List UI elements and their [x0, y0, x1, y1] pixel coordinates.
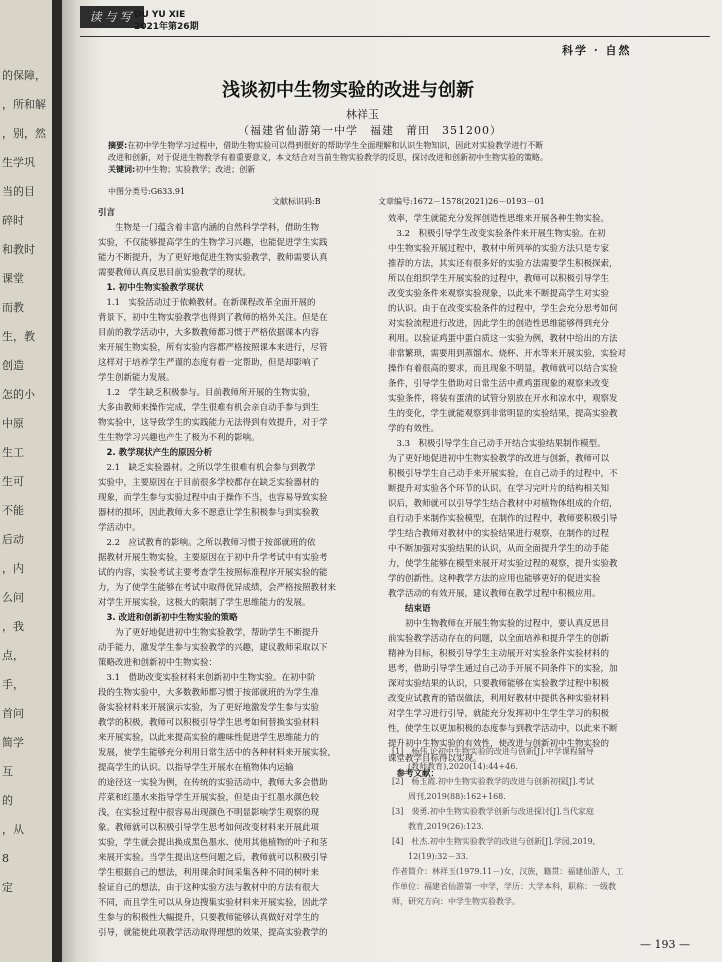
left-column-line: 段的生物实验中，大多数教师都习惯于按部就班的为学生准	[98, 688, 320, 698]
left-column-line: 实验中，主要原因在于目前很多学校都存在缺乏实验器材的	[98, 478, 320, 488]
previous-page-fragment: 不能	[2, 504, 24, 517]
right-column-line: 学的创新性。这种教学方法的应用也能够更好的促进实验	[388, 574, 601, 584]
left-column-line: 3.1 借助改变实验材料来创新初中生物实验。在初中阶	[98, 673, 316, 683]
left-column-line: 备实验材料来开展演示实验，为了更好地激发学生参与实验	[98, 703, 320, 713]
right-column-line: 中不断加强对实验结果的认识，从而全面提升学生的动手能	[388, 544, 610, 554]
left-column-line: 验证自己的想法，由于这种实验方法与教材中的方法有很大	[98, 883, 320, 893]
previous-page-fragment: 课堂	[2, 272, 24, 285]
right-column	[388, 212, 718, 782]
left-column-line: 学生创新能力发展。	[98, 373, 175, 383]
previous-page-fragment: 的保障，	[2, 69, 46, 82]
left-column-line: 不同，而且学生可以从身边搜集实验材料来开展实验，因此学	[98, 898, 328, 908]
abstract-label: 摘要:	[108, 141, 128, 150]
right-column-line: 性，使学生以更加积极的态度参与到教学活动中，以此来不断	[388, 724, 618, 734]
left-column-heading: 1. 初中生物实验教学现状	[98, 283, 204, 293]
left-column-line: 这样对于培养学生严谨的态度有着一定帮助，但是却影响了	[98, 358, 320, 368]
right-column-line: 所以在组织学生开展实验的过程中，教师可以积极引导学生	[388, 274, 610, 284]
magazine-logo: 读与写	[80, 6, 144, 28]
left-column	[98, 206, 408, 941]
left-column-line: 学生根据自己的想法，利用课余时间采集各种不同的树叶来	[98, 868, 320, 878]
left-column-line: 策略改进和创新初中生物实验：	[98, 658, 218, 668]
reference-line: [4] 杜杰.初中生物实验教学的改进与创新[J].学园,2019,	[392, 837, 596, 846]
left-column-line: 力，为了使学生能够在考试中取得优异成绩，会严格按照教材来	[98, 583, 337, 593]
left-column-line: 试的内容，实验考试主要考查学生按照标准程序开展实验的能	[98, 568, 328, 578]
right-column-line: 学的有效性。	[388, 424, 440, 434]
left-column-line: 1.2 学生缺乏积极参与。目前教师所开展的生物实验，	[98, 388, 316, 398]
left-column-line: 生生物学习兴趣也产生了极为不利的影响。	[98, 433, 260, 443]
previous-page-fragment: 怎的小	[2, 388, 35, 401]
right-column-line: 初中生物教师在开展生物实验的过程中，要认真反思目	[388, 619, 610, 629]
author-affiliation: （福建省仙游第一中学 福建 莆田 351200）	[238, 124, 502, 137]
right-column-heading: 参考文献：	[388, 769, 440, 779]
right-column-line: 非常繁琐，需要用到蒸馏水、烧杯、开水等来开展实验，实验对	[388, 349, 627, 359]
reference-line: [3] 裴勇.初中生物实验教学创新与改进探讨[J].当代家庭	[392, 807, 594, 816]
classification-number: 中图分类号:G633.91	[108, 187, 186, 196]
previous-page-fragment: 后动	[2, 533, 24, 546]
left-column-heading: 引言	[98, 208, 116, 218]
right-column-line: 改变实验条件来观察实验现象，以此来不断提高学生对实验	[388, 289, 610, 299]
right-column-line: 对学生学习进行引导，就能充分发挥初中生学生学习的积极	[388, 709, 610, 719]
abstract-line-2: 改进和创新，对于促进生物教学有着重要意义，本文结合对当前生物实验教学的反思，探讨改进和创新初中生物实验的策略。	[108, 153, 548, 162]
right-column-line: 3.3 积极引导学生自己动手开结合实验结果制作模型。	[388, 439, 606, 449]
previous-page-fragment: 中原	[2, 417, 24, 430]
previous-page-fragment: 而教	[2, 301, 24, 314]
left-column-line: 实验，学生就会提出换成黑色墨水、使用其他植物的叶子和茎	[98, 838, 328, 848]
right-column-line: 改变应试教育的错误做法，利用好教材中提供各种实验材料	[388, 694, 610, 704]
reference-line: [1] 杨伟.论初中生物实验的改进与创新[J].中学课程辅导	[392, 747, 594, 756]
left-column-line: 背景下，初中生物实验教学也得到了教师的格外关注。但是在	[98, 313, 328, 323]
previous-page-fragment: 首问	[2, 707, 24, 720]
reference-line: (教师教育),2020(14):44+46.	[392, 762, 518, 771]
keywords-line: 关键词:初中生物；实验教学；改进；创新	[108, 165, 256, 174]
left-column-line: 生参与的积极性大幅提升，只要教师能够认真做好对学生的	[98, 913, 320, 923]
left-column-line: 芹菜和红墨水来指导学生开展实验，但是由于红墨水颜色较	[98, 793, 320, 803]
right-column-line: 为了更好地促进初中生物实验教学的改进与创新，教师可以	[388, 454, 610, 464]
references-list	[392, 744, 688, 909]
right-column-line: 精神为目标，积极引导学生主动展开对实验条件实验材料的	[388, 649, 610, 659]
previous-page-fragment: ，内	[2, 562, 24, 575]
left-column-line: 据教材开展生物实验，主要原因在于初中升学考试中有实验考	[98, 553, 328, 563]
reference-line: 作单位：福建省仙游第一中学，学历：大学本科，职称：一级教	[392, 882, 616, 891]
previous-page-fragment: 手，	[2, 678, 24, 691]
right-column-line: 效率，学生就能充分发挥创造性思维来开展各种生物实验。	[388, 214, 610, 224]
previous-page-fragment: 和教时	[2, 243, 35, 256]
left-column-line: 生物是一门蕴含着丰富内涵的自然科学学科，借助生物	[98, 223, 320, 233]
header-rule	[80, 36, 710, 37]
right-column-line: 条件，引导学生借助对日常生活中煮鸡蛋现象的观察来改变	[388, 379, 610, 389]
previous-page-fragment: 定	[2, 881, 13, 894]
right-column-line: 思考，借助引导学生通过自己动手开展不同条件下的实验，加	[388, 664, 618, 674]
right-column-line: 中生物实验开展过程中，教材中所列举的实验方法只是专家	[388, 244, 610, 254]
previous-page-fragment: ，我	[2, 620, 24, 633]
right-column-line: 提升初中生物实验的有效性，使改进与创新初中生物实验的	[388, 739, 610, 749]
issue-label: 2021年第26期	[134, 22, 199, 32]
previous-page-fragment: 互	[2, 765, 13, 778]
right-column-heading: 结束语	[388, 604, 431, 614]
right-column-line: 识后，教师就可以引导学生结合教材中对植物体组成的介绍，	[388, 499, 618, 509]
left-column-line: 器材的损坏，因此教师大多不愿意让学生积极参与到实验教	[98, 508, 320, 518]
right-column-line: 推荐的方法，其实还有很多好的实验方法需要学生积极探索，	[388, 259, 618, 269]
reference-line: 作者简介：林祥玉(1979.11－)女，汉族，籍贯：福建仙游人，工	[392, 867, 624, 876]
right-column-line: 课堂教学目标得以实现。	[388, 754, 482, 764]
previous-page-fragment: 8	[2, 852, 9, 865]
previous-page-fragment: 生工	[2, 446, 24, 459]
right-column-line: 力，使学生能够在模型来展开对实验过程的观察，提升实验教	[388, 559, 618, 569]
left-column-line: 现象，而学生参与实验过程中由于操作不当，也容易导致实验	[98, 493, 328, 503]
reference-line: 师，研究方向：中学生物实验教学。	[392, 897, 520, 906]
right-column-line: 的认识。由于在改变实验条件的过程中，学生会充分思考如何	[388, 304, 618, 314]
previous-page-edge	[0, 0, 54, 962]
right-column-line: 自行动手来制作实验模型，在制作的过程中，教师要积极引导	[388, 514, 618, 524]
previous-page-fragment: 创造	[2, 359, 24, 372]
article-title: 浅谈初中生物实验的改进与创新	[222, 80, 474, 101]
right-column-line: 教学活动的有效开展，建议教师在教学过程中积极应用。	[388, 589, 601, 599]
previous-page-fragment: 碎时	[2, 214, 24, 227]
right-column-line: 深对实验结果的认识，只要教师能够在实验教学过程中积极	[388, 679, 610, 689]
left-column-line: 能力不断提升，为了更好地促进生物实验教学，教师需要认真	[98, 253, 328, 263]
left-column-line: 学活动中。	[98, 523, 141, 533]
right-column-line: 操作有着很高的要求，而且现象不明显，教师就可以结合实验	[388, 364, 618, 374]
right-column-line: 断提升对实验各个环节的认识。在学习完叶片的结构相关知	[388, 484, 610, 494]
previous-page-fragment: 么问	[2, 591, 24, 604]
previous-page-fragment: 生可	[2, 475, 24, 488]
previous-page-fragment: 点，	[2, 649, 24, 662]
reference-line: 教育,2019(26):123.	[392, 822, 484, 831]
reference-line: [2] 杨玉霞.初中生物实验教学的改进与创新初探[J].考试	[392, 777, 594, 786]
left-column-line: 2.2 应试教育的影响。之所以教师习惯于按部就班的依	[98, 538, 316, 548]
left-column-line: 物实验中，这导致学生的实践能力无法得到有效提升，对于学	[98, 418, 328, 428]
right-column-line: 学生结合教师对教材中的实验结果进行观察，在制作的过程	[388, 529, 610, 539]
left-column-line: 教学的积极，教师可以积极引导学生思考如何替换实验材料	[98, 718, 320, 728]
article-author: 林祥玉	[346, 108, 379, 121]
right-column-line: 实验条件，将装有蛋清的试管分别放在开水和凉水中，观察发	[388, 394, 618, 404]
section-label: 科学 · 自然	[562, 44, 632, 57]
right-column-line: 对实验流程进行改进，因此学生的创造性思维能够得到充分	[388, 319, 610, 329]
right-column-line: 利用。以验证鸡蛋中蛋白质这一实验为例，教材中给出的方法	[388, 334, 618, 344]
right-column-line: 3.2 积极引导学生改变实验条件来开展生物实验。在初	[388, 229, 606, 239]
previous-page-fragment: 简学	[2, 736, 24, 749]
left-column-line: 大多由教师来操作完成，学生很难有机会亲自动手参与到生	[98, 403, 320, 413]
article-number: 文章编号:1672－1578(2021)26－0193－01	[378, 197, 545, 206]
document-code: 文献标识码:B	[272, 197, 321, 206]
right-column-line: 前实验教学活动存在的问题，以全面培养和提升学生的创新	[388, 634, 610, 644]
keywords-label: 关键词:	[108, 165, 136, 174]
previous-page-fragment: ，所和解	[2, 98, 46, 111]
previous-page-fragment: 生学巩	[2, 156, 35, 169]
reference-line: 12(19):32－33.	[392, 852, 469, 861]
journal-page	[62, 0, 722, 962]
left-column-heading: 2. 教学现状产生的原因分析	[98, 448, 213, 458]
right-column-line: 积极引导学生自己动手来开展实验，在自己动手的过程中，不	[388, 469, 618, 479]
left-column-line: 为了更好地促进初中生物实验教学，帮助学生不断提升	[98, 628, 320, 638]
left-column-line: 发展，使学生能够充分利用日常生活中的各种材料来开展实验，	[98, 748, 337, 758]
left-column-line: 引导，就能使此项教学活动取得理想的效果，提高实验教学的	[98, 928, 328, 938]
left-column-line: 1.1 实验活动过于依赖教材。在新课程改革全面开展的	[98, 298, 316, 308]
magazine-name: DU YU XIE	[134, 10, 186, 20]
left-column-line: 对学生开展实验，这极大的限制了学生思维能力的发展。	[98, 598, 311, 608]
previous-page-fragment: 当的目	[2, 185, 35, 198]
reference-line: 周刊,2019(88):162+168.	[392, 792, 506, 801]
page-number: — 193 —	[640, 938, 690, 951]
left-column-line: 来展开实验。当学生提出这些问题之后，教师就可以积极引导	[98, 853, 328, 863]
left-column-line: 来开展生物实验，所有实验内容都严格按照课本来进行，尽管	[98, 343, 328, 353]
left-column-line: 浅，在实验过程中很容易出现颜色不明显影响学生观察的现	[98, 808, 320, 818]
left-column-line: 2.1 缺乏实验器材。之所以学生很难有机会参与到教学	[98, 463, 316, 473]
previous-page-fragment: 的	[2, 794, 13, 807]
left-column-line: 动手能力，激发学生参与实验教学的兴趣，建议教师采取以下	[98, 643, 328, 653]
previous-page-fragment: ，别，然	[2, 127, 46, 140]
left-column-line: 提高学生的认识。以指导学生开展水在植物体内运输	[98, 763, 294, 773]
left-column-line: 的途径这一实验为例，在传统的实验活动中，教师大多会借助	[98, 778, 328, 788]
previous-page-fragment: ，从	[2, 823, 24, 836]
left-column-line: 目前的教学活动中，大多数教师都习惯于严格依据课本内容	[98, 328, 320, 338]
left-column-line: 需要教师认真反思目前实验教学的现状。	[98, 268, 252, 278]
left-column-line: 来开展实验，以此来提高实验的趣味性促进学生思维能力的	[98, 733, 320, 743]
left-column-line: 象。教师就可以积极引导学生思考如何改变材料来开展此项	[98, 823, 320, 833]
left-column-heading: 3. 改进和创新初中生物实验的策略	[98, 613, 238, 623]
abstract-line-1: 摘要:在初中学生物学习过程中，借助生物实验可以得到很好的帮助学生全面理解和认识生物知识，因此对实验教学进行不断	[108, 141, 544, 150]
right-column-line: 生的变化，学生就能观察到非常明显的实验结果，提高实验教	[388, 409, 618, 419]
left-column-line: 实验，不仅能够提高学生的生物学习兴趣，也能促进学生实践	[98, 238, 328, 248]
previous-page-fragment: 生，教	[2, 330, 35, 343]
